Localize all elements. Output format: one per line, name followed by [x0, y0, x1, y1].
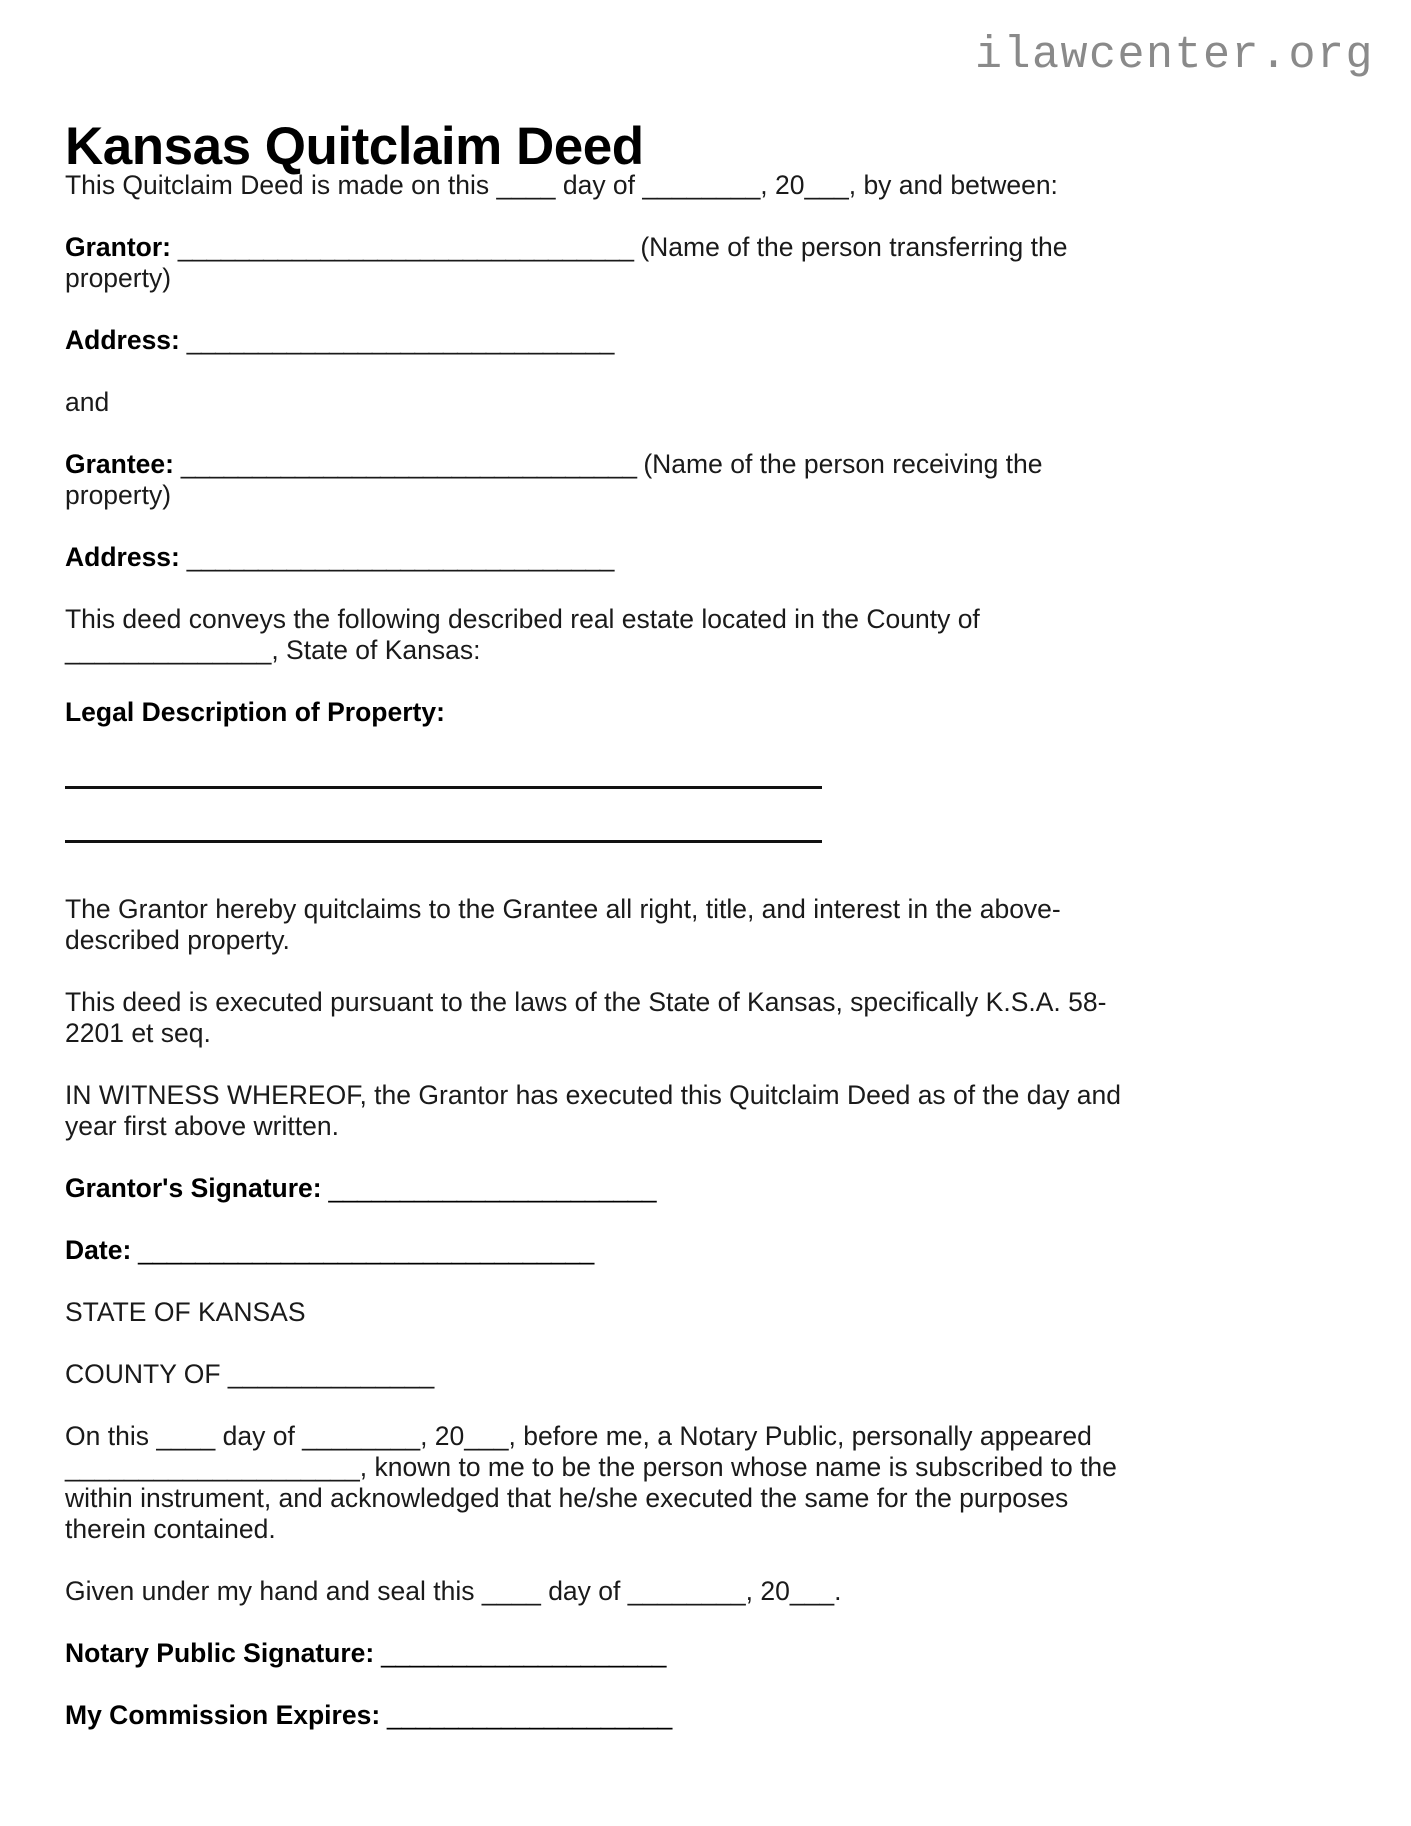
county-line	[65, 1359, 1125, 1390]
grantee-blank[interactable]: ________________________________	[173, 449, 644, 479]
document-body	[65, 170, 1125, 1762]
county-text[interactable]: COUNTY OF ______________	[65, 1359, 435, 1389]
statute-text: This deed is executed pursuant to the laws of the State of Kansas, specifically K.S.A. 58-2201 et seq.	[65, 987, 1107, 1048]
intro-text: This Quitclaim Deed is made on this ____ day of ________, 20___, by and between:	[65, 170, 1058, 200]
legal-description-line-2[interactable]	[65, 840, 822, 843]
grantor-signature-line	[65, 1173, 1125, 1204]
grantor-signature-label: Grantor's Signature:	[65, 1173, 322, 1203]
given-under-line	[65, 1576, 1125, 1607]
grantee-note: (Name of the person receiving the property)	[65, 449, 1043, 510]
date-label: Date:	[65, 1235, 132, 1265]
grantor-note: (Name of the person transferring the property)	[65, 232, 1068, 293]
state-text: STATE OF KANSAS	[65, 1297, 306, 1327]
and-text: and	[65, 387, 110, 417]
legal-description-heading	[65, 697, 1125, 728]
grantee-address-blank[interactable]: ______________________________	[179, 542, 614, 572]
notary-signature-blank[interactable]: ____________________	[374, 1638, 666, 1668]
conveyance-text: This deed conveys the following described real estate located in the County of ______________, State of Kansas:	[65, 604, 980, 665]
legal-description-line-1[interactable]	[65, 786, 822, 789]
grantor-signature-blank[interactable]: _______________________	[321, 1173, 656, 1203]
witness-text: IN WITNESS WHEREOF, the Grantor has executed this Quitclaim Deed as of the day and year first above written.	[65, 1080, 1122, 1141]
state-line	[65, 1297, 1125, 1328]
notary-acknowledgment-paragraph	[65, 1421, 1125, 1545]
grantee-address-line	[65, 542, 1125, 573]
grantor-blank[interactable]: ________________________________	[171, 232, 641, 262]
conveyance-paragraph	[65, 604, 1125, 666]
witness-paragraph	[65, 1080, 1125, 1142]
legal-description-label: Legal Description of Property:	[65, 697, 445, 727]
notary-signature-label: Notary Public Signature:	[65, 1638, 375, 1668]
grantee-address-label: Address:	[65, 542, 180, 572]
legal-description-blanks	[65, 759, 1125, 843]
quitclaim-text: The Grantor hereby quitclaims to the Grantee all right, title, and interest in the above-described property.	[65, 894, 1061, 955]
site-watermark: ilawcenter.org	[974, 30, 1374, 81]
date-blank[interactable]: ________________________________	[131, 1235, 594, 1265]
grantor-address-label: Address:	[65, 325, 180, 355]
commission-expires-label: My Commission Expires:	[65, 1700, 381, 1730]
grantor-line	[65, 232, 1125, 294]
page-title: Kansas Quitclaim Deed	[65, 116, 644, 176]
quitclaim-paragraph	[65, 894, 1125, 956]
grantor-address-line	[65, 325, 1125, 356]
notary-acknowledgment-text: On this ____ day of ________, 20___, before me, a Notary Public, personally appeared ____________________, known to me to be the person whose name is subscribed to the within instrument, and acknowledged that he/she executed the same for the purposes therein contained.	[65, 1421, 1117, 1544]
grantor-address-blank[interactable]: ______________________________	[179, 325, 614, 355]
commission-expires-blank[interactable]: ____________________	[380, 1700, 672, 1730]
date-line	[65, 1235, 1125, 1266]
statute-paragraph	[65, 987, 1125, 1049]
intro-paragraph	[65, 170, 1125, 201]
grantee-line	[65, 449, 1125, 511]
commission-expires-line	[65, 1700, 1125, 1731]
grantee-label: Grantee:	[65, 449, 174, 479]
given-under-text: Given under my hand and seal this ____ day of ________, 20___.	[65, 1576, 842, 1606]
grantor-label: Grantor:	[65, 232, 171, 262]
and-connector	[65, 387, 1125, 418]
notary-signature-line	[65, 1638, 1125, 1669]
